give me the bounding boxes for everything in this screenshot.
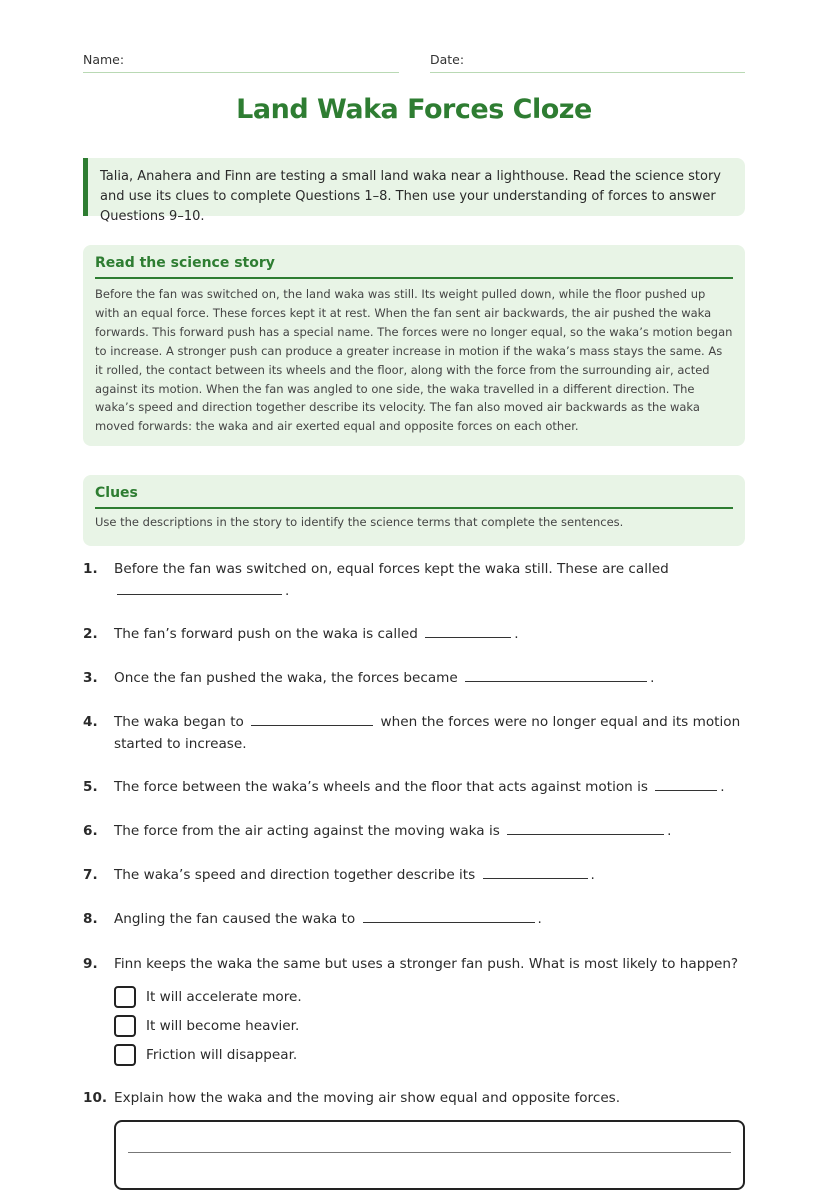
page-title: Land Waka Forces Cloze <box>236 94 592 125</box>
option-c[interactable] <box>114 1044 297 1066</box>
question-7 <box>83 864 745 886</box>
option-label: It will become heavier. <box>146 1018 300 1034</box>
option-a[interactable] <box>114 986 302 1008</box>
answer-box[interactable] <box>114 1120 745 1190</box>
date-label: Date: <box>430 52 465 67</box>
question-text: The fan’s forward push on the waka is called <box>114 626 418 642</box>
question-number: 4. <box>83 714 98 730</box>
question-1 <box>83 558 745 602</box>
question-text-after: . <box>650 670 655 686</box>
question-number: 6. <box>83 823 98 839</box>
question-4 <box>83 711 745 755</box>
question-10 <box>83 1087 745 1109</box>
question-text-after: . <box>667 823 672 839</box>
clues-panel <box>83 475 745 546</box>
answer-blank[interactable] <box>655 776 717 791</box>
question-text-after: . <box>514 626 519 642</box>
clues-heading: Clues <box>95 485 733 509</box>
question-text: Before the fan was switched on, equal forces kept the waka still. These are called <box>114 561 669 577</box>
answer-blank[interactable] <box>425 623 511 638</box>
question-6 <box>83 820 745 842</box>
date-field[interactable] <box>430 52 745 73</box>
question-number: 8. <box>83 911 98 927</box>
question-5 <box>83 776 745 798</box>
question-text: The waka’s speed and direction together describe its <box>114 867 476 883</box>
answer-blank[interactable] <box>465 667 647 682</box>
question-text-after: . <box>720 779 725 795</box>
checkbox[interactable] <box>114 986 136 1008</box>
question-text-after: when the forces were no longer equal and its motion started to increase. <box>114 714 741 752</box>
question-number: 5. <box>83 779 98 795</box>
name-field[interactable] <box>83 52 399 73</box>
question-text-after: . <box>537 911 542 927</box>
checkbox[interactable] <box>114 1044 136 1066</box>
story-panel <box>83 245 745 446</box>
question-number: 9. <box>83 956 98 972</box>
question-number: 2. <box>83 626 98 642</box>
question-number: 3. <box>83 670 98 686</box>
question-text-after: . <box>590 867 595 883</box>
answer-blank[interactable] <box>483 864 588 879</box>
answer-line <box>128 1152 731 1153</box>
story-heading: Read the science story <box>95 255 733 279</box>
answer-blank[interactable] <box>363 908 535 923</box>
question-text: Explain how the waka and the moving air show equal and opposite forces. <box>114 1090 621 1106</box>
answer-blank[interactable] <box>507 820 664 835</box>
answer-blank[interactable] <box>117 580 282 595</box>
name-date-row <box>83 52 745 74</box>
answer-blank[interactable] <box>251 711 373 726</box>
question-text: Angling the fan caused the waka to <box>114 911 356 927</box>
intro-callout: Talia, Anahera and Finn are testing a small land waka near a lighthouse. Read the science story and use its clues to complete Questions 1–8. Then use your understanding of forces to answer Questions 9–10. <box>83 158 745 216</box>
question-number: 10. <box>83 1090 108 1106</box>
question-text: The force between the waka’s wheels and the floor that acts against motion is <box>114 779 648 795</box>
option-label: Friction will disappear. <box>146 1047 298 1063</box>
question-number: 7. <box>83 867 98 883</box>
name-label: Name: <box>83 52 125 67</box>
question-9 <box>83 953 745 975</box>
option-b[interactable] <box>114 1015 299 1037</box>
clues-text: Use the descriptions in the story to identify the science terms that complete the sentences. <box>95 515 624 529</box>
question-text: Once the fan pushed the waka, the forces became <box>114 670 458 686</box>
checkbox[interactable] <box>114 1015 136 1037</box>
question-number: 1. <box>83 561 98 577</box>
question-text: The force from the air acting against the moving waka is <box>114 823 500 839</box>
question-text: The waka began to <box>114 714 244 730</box>
question-3 <box>83 667 745 689</box>
question-text-after: . <box>285 583 290 599</box>
story-text: Before the fan was switched on, the land waka was still. Its weight pulled down, while the floor pushed up with an equal force. These forces kept it at rest. When the fan sent air backwards, the air pushed the waka forwards. This forward push has a special name. The forces were no longer equal, so the waka’s motion began to increase. A stronger push can produce a greater increase in motion if the waka’s mass stays the same. As it rolled, the contact between its wheels and the floor, along with the force from the surrounding air, acted against its motion. When the fan was angled to one side, the waka travelled in a different direction. The waka’s speed and direction together describe its velocity. The fan also moved air backwards as the waka moved forwards: the waka and air exerted equal and opposite forces on each other. <box>95 287 733 434</box>
question-8 <box>83 908 745 930</box>
option-label: It will accelerate more. <box>146 989 302 1005</box>
question-text: Finn keeps the waka the same but uses a stronger fan push. What is most likely to happen? <box>114 956 739 972</box>
question-2 <box>83 623 745 645</box>
